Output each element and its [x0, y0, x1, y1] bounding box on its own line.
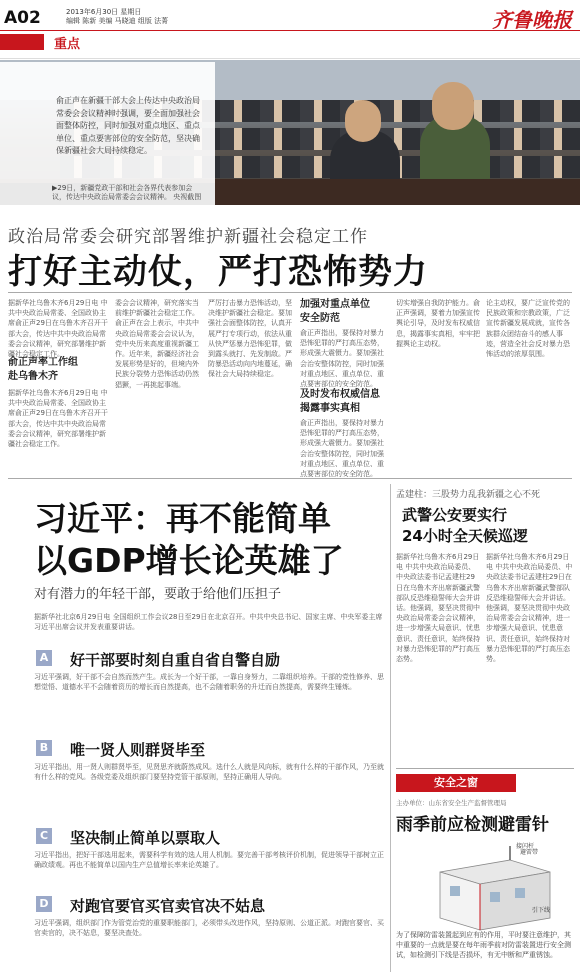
story1-col3: 严厉打击暴力恐怖活动，坚决维护新疆社会稳定。要加强社会面整体防控，认真开展严打专项行动，依法从重从快严惩暴力恐怖犯罪，做到露头就打、先发制敌。严防暴恐活动向内地蔓延，确保社会大局持续稳定。: [208, 299, 292, 379]
story2-section-d-title: 对跑官要官买官卖官决不姑息: [70, 897, 266, 915]
safety-window-badge: 安全之窗: [396, 774, 516, 792]
lead-paragraph: 俞正声在新疆干部大会上传达中央政治局常委会会议精神时强调，要全面加强社会面整体防控，同时加强对重点地区、重点单位、重点要害部位的安全防范，坚决确保新疆社会大局持续稳定。: [56, 96, 200, 155]
story3-headline: [402, 505, 572, 547]
section-tag-block: [0, 34, 44, 50]
story1-col1: [8, 298, 108, 478]
editors-credit: 编辑 陈新 美编 马晓迪 组版 法菁: [66, 17, 169, 25]
story1-col5: 切实增强自我防护能力。俞正声强调，要着力加强宣传舆论引导，及时发布权威信息，揭露事实真相，牢牢把握舆论主动权。: [396, 299, 480, 348]
story1-col4-subhead: 及时发布权威信息: [300, 389, 380, 400]
story1-col2: 委会会议精神，研究落实当前维护新疆社会稳定工作。俞正声在会上表示，中共中央政治局常委会会议认为，党中央历来高度重视新疆工作。近年来，新疆经济社会发展形势是好的，但境内外民族分裂势力恐怖活动仍然猖獗，一再挑起事端。: [115, 299, 199, 389]
story3-col1: 据新华社乌鲁木齐6月29日电 中共中央政治局委员、中央政法委书记孟建柱29日在乌鲁木齐出席新疆武警部队反恐维稳誓师大会并讲话。他强调，要坚决贯彻中央政治局常委会会议精神，进一步增强大局意识、忧患意识、责任意识，始终保持对暴力恐怖犯罪的严打高压态势。: [396, 553, 480, 664]
story2-headline-line1: 习近平：再不能简单: [34, 499, 331, 538]
diagram-label: 避雷带: [520, 849, 539, 856]
photo-caption: ▶29日，新疆党政干部和社会各界代表参加会议，传达中央政治局常委会会议精神。 央视截图: [52, 184, 202, 201]
story3-headline-line1: 武警公安要实行: [402, 506, 508, 524]
story1-col4-text: 俞正声指出，要保持对暴力恐怖犯罪的严打高压态势，形成强大震慑力。要加强社会治安整体防控，同时加强对重点地区、重点单位、重点要害部位的安全防范。: [300, 329, 384, 389]
safety-title: 雨季前应检测避雷针: [396, 815, 549, 835]
section-letter-c: C: [36, 828, 52, 844]
story2-section-b-text: 习近平指出，用一贤人则群贤毕至，见贤思齐就蔚然成风。选什么人就是风向标，就有什么样的干部作风，乃至就有什么样的党风。各级党委及组织部门要坚持党管干部原则，坚持正确用人导向。: [34, 763, 384, 782]
story3-col2: 据新华社乌鲁木齐6月29日电 中共中央政治局委员、中央政法委书记孟建柱29日在乌鲁木齐出席新疆武警部队反恐维稳誓师大会并讲话。他强调，要坚决贯彻中央政治局常委会会议精神，进一步增强大局意识、忧患意识、责任意识，始终保持对暴力恐怖犯罪的严打高压态势。: [486, 553, 573, 664]
divider: [396, 768, 574, 769]
story1-headline: 打好主动仗，严打恐怖势力: [8, 252, 428, 292]
story2-section-d-text: 习近平强调，组织部门作为管党治党的重要职能部门，必须带头改进作风，坚持原则、公道正派。对跑官要官、买官卖官的，决不姑息，要坚决查处。: [34, 919, 384, 938]
story3-headline-line2: 24小时全天候巡逻: [402, 527, 528, 545]
divider: [8, 292, 572, 293]
story1-col1-subhead: 俞正声率工作组: [8, 357, 78, 368]
story2-section-c-title: 坚决制止简单以票取人: [70, 829, 221, 847]
story2-section-b-title: 唯一贤人则群贤毕至: [70, 741, 206, 759]
safety-text: 为了保障防雷装置起到应有的作用，平时要注意维护，其中重要的一点就是要在每年雨季前对防雷装置进行安全测试，如检测引下线是否损坏，有无中断和严重锈蚀。: [396, 931, 571, 959]
date-line: [66, 8, 266, 26]
divider: [8, 478, 572, 479]
section-letter-a: A: [36, 650, 52, 666]
story1-col6: 论主动权，要广泛宣传党的民族政策和宗教政策，广泛宣传新疆发展成就，宣传各族群众团结奋斗的感人事迹，营造全社会反对暴力恐怖活动的浓厚氛围。: [486, 299, 570, 359]
page-number: A02: [4, 8, 41, 28]
story2-intro: 据新华社北京6月29日电 全国组织工作会议28日至29日在北京召开。中共中央总书记、国家主席、中央军委主席习近平出席会议并发表重要讲话。: [34, 613, 383, 632]
story1-col1-text: 据新华社乌鲁木齐6月29日电 中共中央政治局常委、全国政协主席俞正声29日在乌鲁木齐召开干部大会，传达中共中央政治局常委会会议精神，研究部署维护新疆社会稳定工作。: [8, 299, 108, 359]
newspaper-logo: 齐鲁晚报: [492, 8, 572, 32]
section-bar: [0, 30, 580, 55]
story2-headline-line2: 以GDP增长论英雄了: [34, 541, 344, 580]
story1-col4-subhead: 安全防范: [300, 313, 340, 324]
story2-headline: [34, 498, 364, 582]
story2-section-a-title: 好干部要时刻自重自省自警自励: [70, 651, 281, 669]
story1-col4-subhead: 揭露事实真相: [300, 403, 360, 414]
story1-col4-text: 俞正声指出，要保持对暴力恐怖犯罪的严打高压态势，形成强大震慑力。要加强社会治安整体防控，同时加强对重点地区、重点单位、重点要害部位的安全防范。: [300, 419, 384, 479]
lightning-rod-diagram: [420, 842, 565, 932]
section-label: 重点: [54, 37, 81, 52]
diagram-label: 接闪杆: [516, 843, 535, 850]
story2-deck: 对有潜力的年轻干部，要敢于给他们压担子: [34, 587, 282, 602]
story1-col4-subhead: 加强对重点单位: [300, 299, 370, 310]
diagram-label: 引下线: [532, 907, 551, 914]
story1-col1-text: 据新华社乌鲁木齐6月29日电 中共中央政治局常委、全国政协主席俞正声29日在乌鲁木齐召开干部大会，传达中共中央政治局常委会会议精神，研究部署维护新疆社会稳定工作。: [8, 389, 108, 449]
safety-sponsor: 主办单位：山东省安全生产监督管理局: [396, 799, 507, 807]
story2-section-c-text: 习近平指出，把好干部选用起来，需要科学有效的选人用人机制。要完善干部考核评价机制，促进领导干部树立正确政绩观。再也不能简单以国内生产总值增长率来论英雄了。: [34, 851, 384, 870]
divider: [0, 58, 580, 59]
story1-subhead: 政治局常委会研究部署维护新疆社会稳定工作: [8, 227, 368, 247]
story2-section-a-text: 习近平强调，好干部不会自然而然产生。成长为一个好干部，一靠自身努力，二靠组织培养。干部的党性修养、思想觉悟、道德水平不会随着资历的增长而自然提高，也不会随着职务的升迁而自然提高，需要终生锤炼。: [34, 673, 384, 692]
issue-date: 2013年6月30日 星期日: [66, 8, 142, 16]
story1-col1-subhead: 赴乌鲁木齐: [8, 371, 58, 382]
section-letter-d: D: [36, 896, 52, 912]
divider: [390, 484, 391, 972]
story3-tag: 孟建柱：三股势力乱我新疆之心不死: [396, 490, 541, 500]
story1-col4: [300, 298, 390, 479]
section-letter-b: B: [36, 740, 52, 756]
